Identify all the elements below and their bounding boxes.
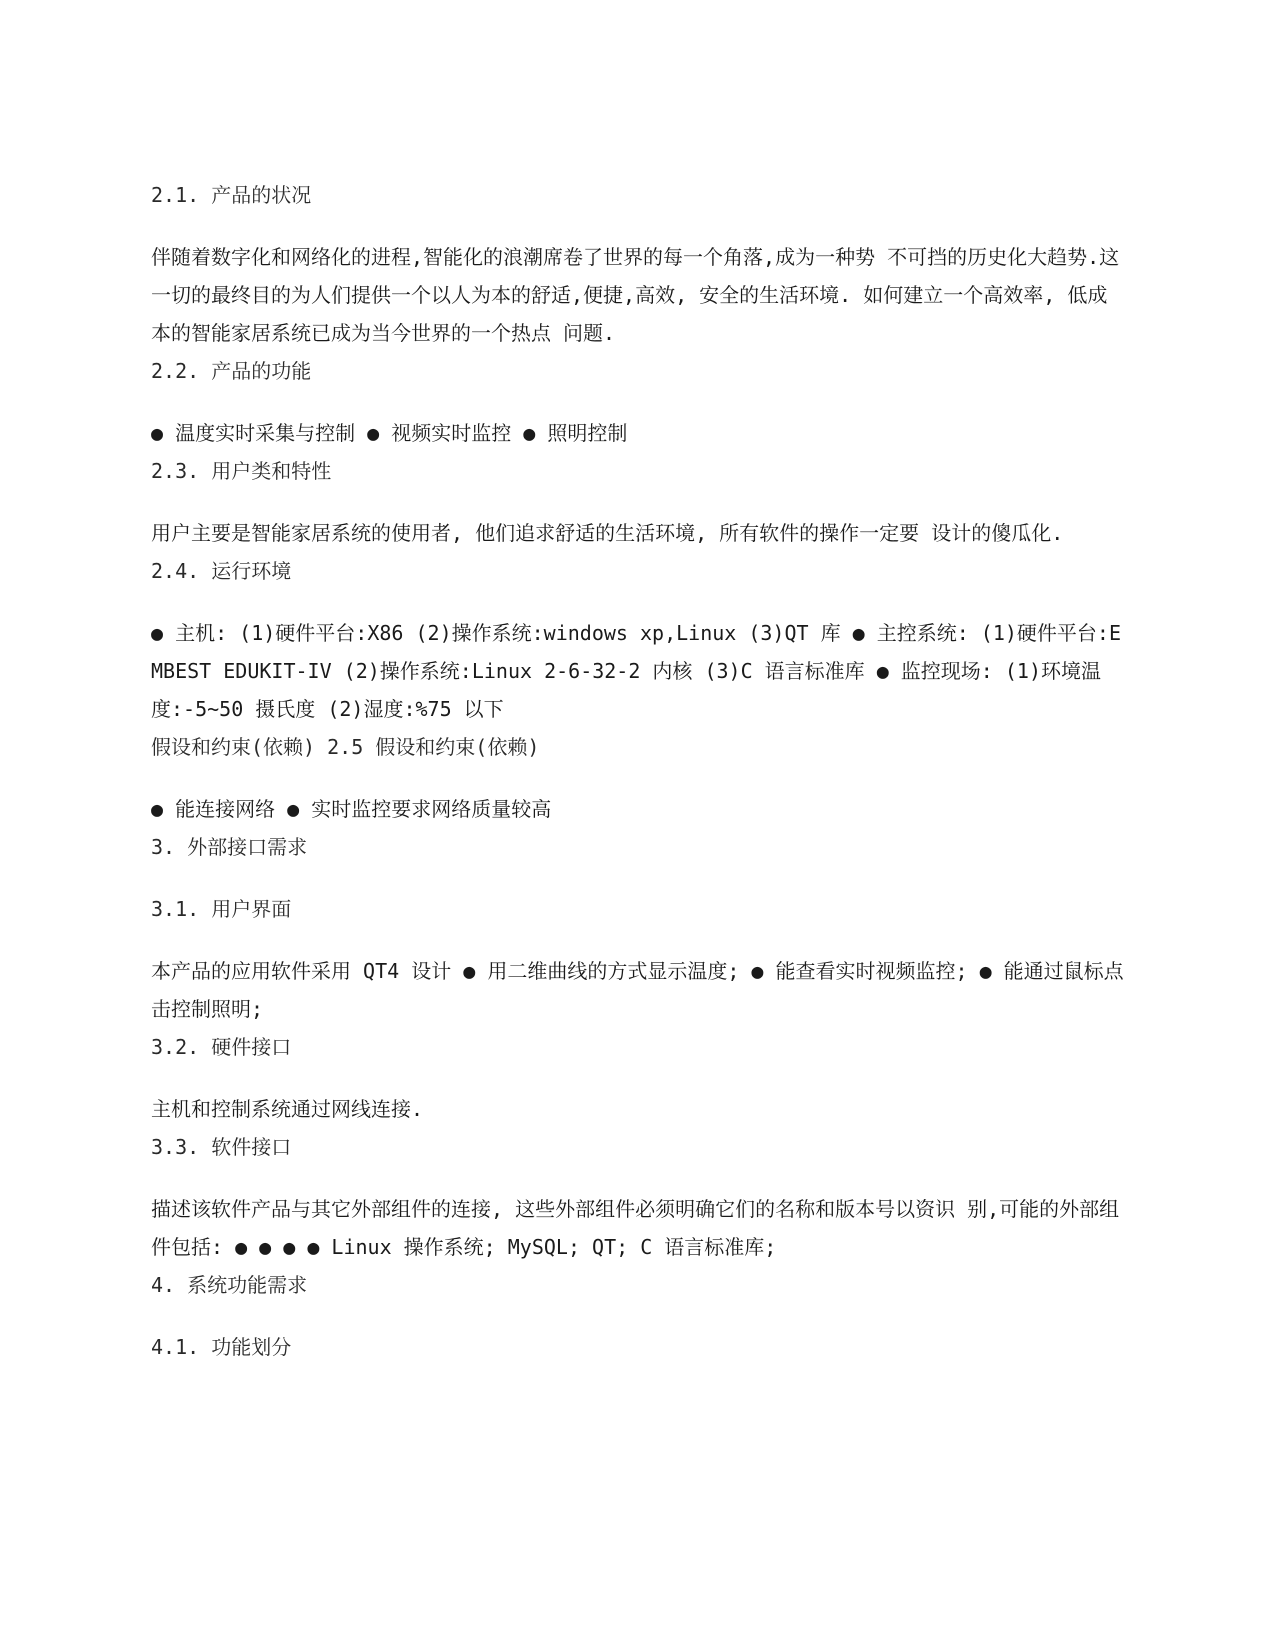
paragraph-runtime-environment: ● 主机: (1)硬件平台:X86 (2)操作系统:windows xp,Linux (3)QT 库 ● 主控系统: (1)硬件平台:EMBEST EDUKIT-IV (2)操作系统:Linux 2-6-32-2 内核 (3)C 语言标准库 ● 监控现场: (1)环境温度:-5~50 摄氏度 (2)湿度:%75 以下 bbox=[151, 621, 1122, 721]
paragraph-product-status: 伴随着数字化和网络化的进程,智能化的浪潮席卷了世界的每一个角落,成为一种势 不可挡的历史化大趋势.这一切的最终目的为人们提供一个以人为本的舒适,便捷,高效, 安全的生活环境. 如何建立一个高效率, 低成本的智能家居系统已成为当今世界的一个热点 问题. bbox=[151, 245, 1120, 345]
section-heading-4-1: 4.1. 功能划分 bbox=[151, 1335, 292, 1359]
section-heading-3-2: 3.2. 硬件接口 bbox=[151, 1035, 292, 1059]
section-heading-2-3: 2.3. 用户类和特性 bbox=[151, 459, 332, 483]
paragraph-assumptions: ● 能连接网络 ● 实时监控要求网络质量较高 bbox=[151, 797, 552, 821]
section-heading-2-1: 2.1. 产品的状况 bbox=[151, 183, 312, 207]
paragraph-software-interface: 描述该软件产品与其它外部组件的连接, 这些外部组件必须明确它们的名称和版本号以资识 别,可能的外部组件包括: ● ● ● ● Linux 操作系统; MySQL; QT; C 语言标准库; bbox=[151, 1197, 1120, 1259]
section-heading-2-5: 假设和约束(依赖) 2.5 假设和约束(依赖) bbox=[151, 735, 540, 759]
section-heading-2-2: 2.2. 产品的功能 bbox=[151, 359, 312, 383]
document-body bbox=[151, 176, 1126, 1366]
section-heading-2-4: 2.4. 运行环境 bbox=[151, 559, 292, 583]
paragraph-user-interface: 本产品的应用软件采用 QT4 设计 ● 用二维曲线的方式显示温度; ● 能查看实时视频监控; ● 能通过鼠标点击控制照明; bbox=[151, 959, 1124, 1021]
paragraph-hardware-interface: 主机和控制系统通过网线连接. bbox=[151, 1097, 424, 1121]
section-heading-3: 3. 外部接口需求 bbox=[151, 835, 308, 859]
paragraph-product-features: ● 温度实时采集与控制 ● 视频实时监控 ● 照明控制 bbox=[151, 421, 628, 445]
paragraph-user-classes: 用户主要是智能家居系统的使用者, 他们追求舒适的生活环境, 所有软件的操作一定要 设计的傻瓜化. bbox=[151, 521, 1064, 545]
section-heading-4: 4. 系统功能需求 bbox=[151, 1273, 308, 1297]
section-heading-3-1: 3.1. 用户界面 bbox=[151, 897, 292, 921]
section-heading-3-3: 3.3. 软件接口 bbox=[151, 1135, 292, 1159]
